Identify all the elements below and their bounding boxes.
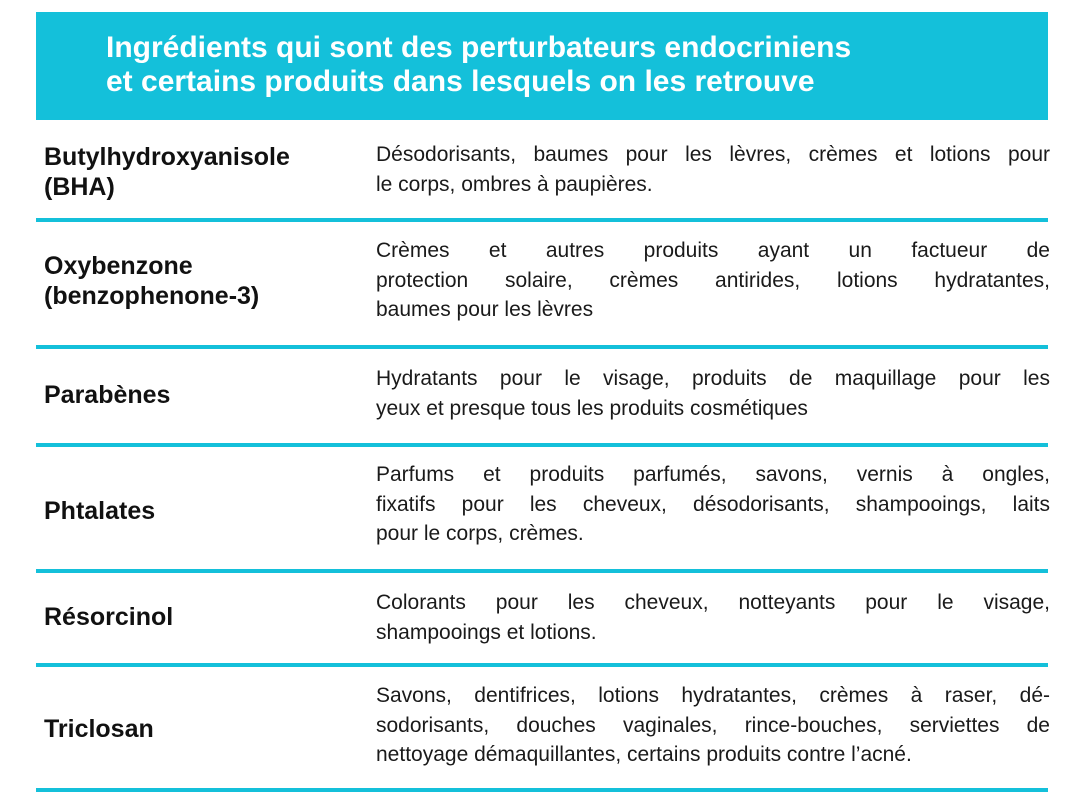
product-list [376, 364, 1050, 423]
ingredient-name-line: Parabènes [44, 381, 171, 409]
product-list-line: Crèmes et autres produits ayant un factueur de [376, 239, 1050, 262]
product-list [376, 140, 1050, 199]
table-row [36, 667, 1048, 792]
ingredient-name [44, 597, 364, 637]
product-list-line: pour le corps, crèmes. [376, 522, 584, 545]
ingredient-name [44, 491, 364, 531]
ingredient-name [44, 250, 364, 312]
ingredient-name-line: Phtalates [44, 497, 156, 525]
ingredient-name-line: Résorcinol [44, 603, 174, 631]
product-list [376, 681, 1050, 770]
header-title-line-2: et certains produits dans lesquels on les retrouve [106, 65, 815, 98]
table-row [36, 447, 1048, 573]
table-row [36, 222, 1048, 349]
ingredient-name-line: Butylhydroxyanisole [44, 143, 290, 171]
ingredient-name [44, 709, 364, 749]
product-list [376, 460, 1050, 549]
ingredient-name-line: Triclosan [44, 715, 154, 743]
product-list-line: nettoyage démaquillantes, certains produits contre l’acné. [376, 743, 912, 766]
product-list [376, 588, 1050, 647]
table-row [36, 120, 1048, 222]
product-list-line: Savons, dentifrices, lotions hydratantes, crèmes à raser, dé- [376, 684, 1050, 707]
table-row [36, 573, 1048, 667]
product-list-line: le corps, ombres à paupières. [376, 172, 653, 196]
ingredient-name [44, 142, 364, 202]
ingredient-name-line: (benzophenone-3) [44, 282, 260, 310]
product-list-line: sodorisants, douches vaginales, rince-bouches, serviettes de [376, 713, 1050, 737]
product-list-line: Parfums et produits parfumés, savons, vernis à ongles, [376, 463, 1050, 486]
product-list-line: yeux et presque tous les produits cosmétiques [376, 396, 808, 420]
product-list-line: baumes pour les lèvres [376, 298, 594, 321]
product-list-line: protection solaire, crèmes antirides, lotions hydratantes, [376, 268, 1050, 292]
product-list-line: shampooings et lotions. [376, 620, 597, 644]
ingredient-name-line: Oxybenzone [44, 252, 193, 280]
ingredient-name [44, 375, 364, 415]
header-title-line-1: Ingrédients qui sont des perturbateurs endocriniens [106, 31, 852, 64]
product-list-line: fixatifs pour les cheveux, désodorisants, shampooings, laits [376, 492, 1050, 516]
product-list [376, 236, 1050, 325]
ingredient-name-line: (BHA) [44, 173, 115, 201]
product-list-line: Désodorisants, baumes pour les lèvres, crèmes et lotions pour [376, 143, 1050, 166]
table-row [36, 349, 1048, 447]
product-list-line: Colorants pour les cheveux, notteyants pour le visage, [376, 591, 1050, 614]
table-header [36, 12, 1048, 120]
product-list-line: Hydratants pour le visage, produits de maquillage pour les [376, 367, 1050, 390]
